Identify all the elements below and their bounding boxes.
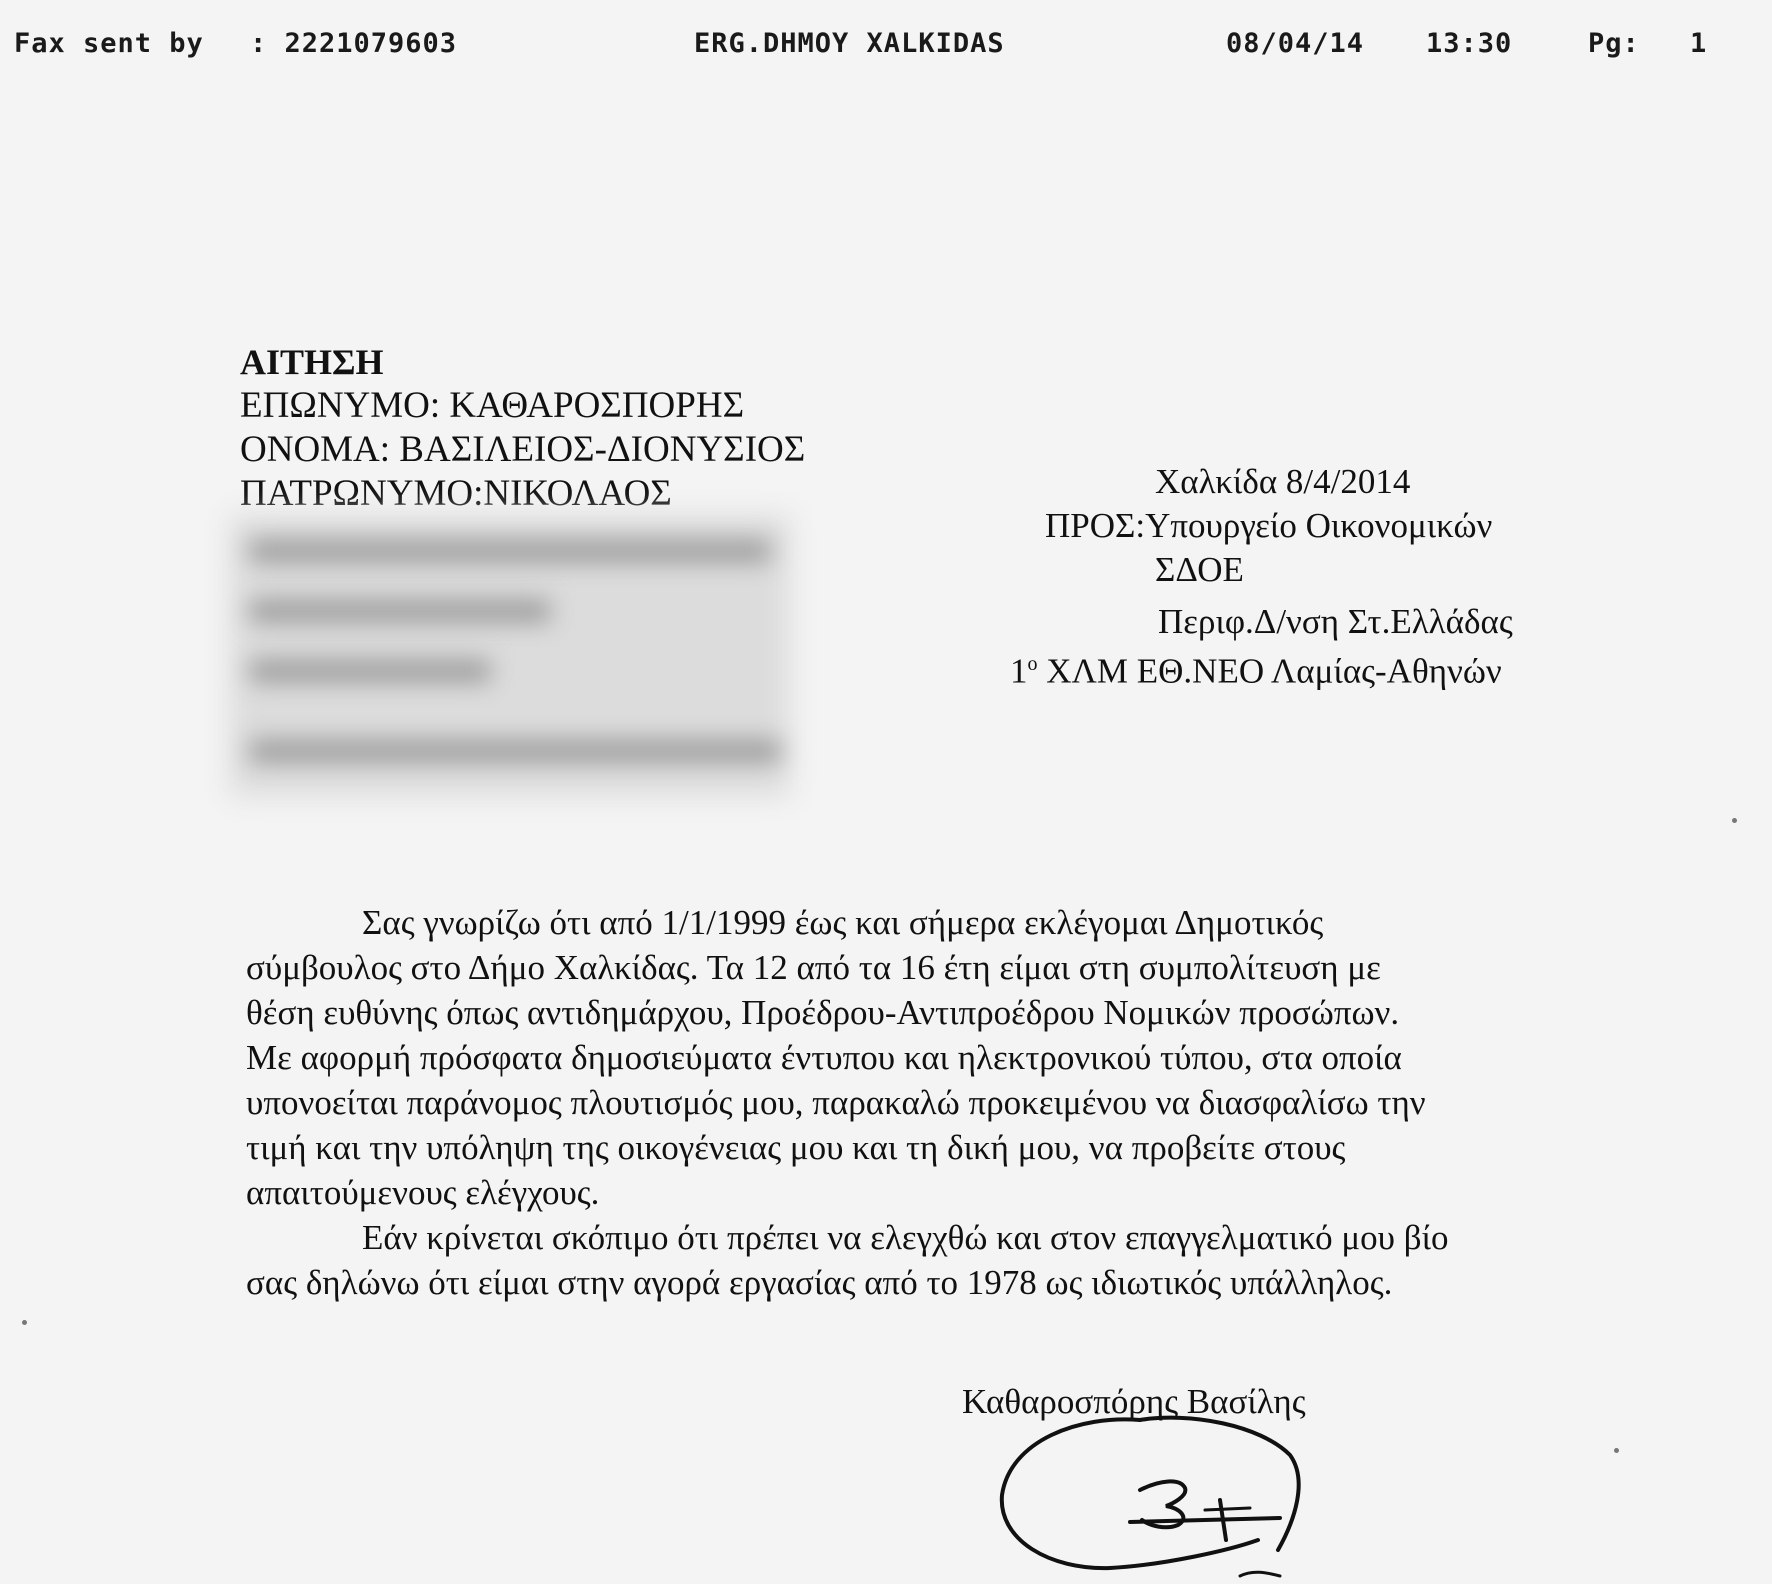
scan-speck [1732,818,1737,823]
scan-speck [1614,1448,1619,1453]
letter-body [246,900,1546,1305]
redacted-line [250,600,550,622]
redacted-line [250,660,490,682]
body-line: απαιτούμενους ελέγχους. [246,1173,600,1212]
address-rest: ΧΛΜ ΕΘ.ΝΕΟ Λαμίας-Αθηνών [1037,651,1502,691]
place-date: Χαλκίδα 8/4/2014 [1155,462,1411,501]
surname-line: ΕΠΩΝΥΜΟ: ΚΑΘΑΡΟΣΠΟΡΗΣ [240,385,745,426]
body-line: σας δηλώνω ότι είμαι στην αγορά εργασίας από το 1978 ως ιδιωτικός υπάλληλος. [246,1263,1393,1302]
recipient-to-line: ΠΡΟΣ:Υπουργείο Οικονομικών [1045,506,1493,545]
redacted-line [250,540,770,562]
body-line: υπονοείται παράνομος πλουτισμός μου, παρακαλώ προκειμένου να διασφαλίσω την [246,1083,1426,1122]
address-superscript: ο [1027,653,1038,675]
body-line: τιμή και την υπόληψη της οικογένειας μου και τη δική μου, να προβείτε στους [246,1128,1346,1167]
applicant-block [240,340,805,516]
fax-time: 13:30 [1426,28,1513,59]
recipient-division: Περιφ.Δ/νση Στ.Ελλάδας [1158,602,1513,641]
fax-date: 08/04/14 [1226,28,1365,59]
recipient-address [1010,642,1502,694]
patronym-line: ΠΑΤΡΩΝΥΜΟ:ΝΙΚΟΛΑΟΣ [240,473,672,514]
signature-name: Καθαροσπόρης Βασίλης [962,1382,1306,1421]
body-line: θέση ευθύνης όπως αντιδημάρχου, Προέδρου-Αντιπροέδρου Νομικών προσώπων. [246,993,1400,1032]
fax-sender-name: ERG.DHMOY XALKIDAS [694,28,1005,59]
handwritten-signature [990,1400,1310,1584]
fax-sender-number: : 2221079603 [250,28,458,59]
fax-header [14,28,1754,68]
recipient-agency: ΣΔΟΕ [1155,550,1244,589]
body-line: Με αφορμή πρόσφατα δημοσιεύματα έντυπου και ηλεκτρονικού τύπου, στα οποία [246,1038,1402,1077]
body-line: σύμβουλος στο Δήμο Χαλκίδας. Τα 12 από τα 16 έτη είμαι στη συμπολίτευση με [246,948,1381,987]
fax-page-label: Pg: [1588,28,1640,59]
fax-sent-by-label: Fax sent by [14,28,204,59]
fax-page-number: 1 [1690,28,1708,59]
scan-speck [22,1320,27,1325]
document-title: ΑΙΤΗΣΗ [240,342,384,382]
address-km: 1 [1010,651,1028,691]
body-line: Σας γνωρίζω ότι από 1/1/1999 έως και σήμερα εκλέγομαι Δημοτικός [362,903,1324,942]
redacted-line [250,740,780,762]
body-line: Εάν κρίνεται σκόπιμο ότι πρέπει να ελεγχθώ και στον επαγγελματικό μου βίο [362,1218,1449,1257]
name-line: ΟΝΟΜΑ: ΒΑΣΙΛΕΙΟΣ-ΔΙΟΝΥΣΙΟΣ [240,429,806,470]
